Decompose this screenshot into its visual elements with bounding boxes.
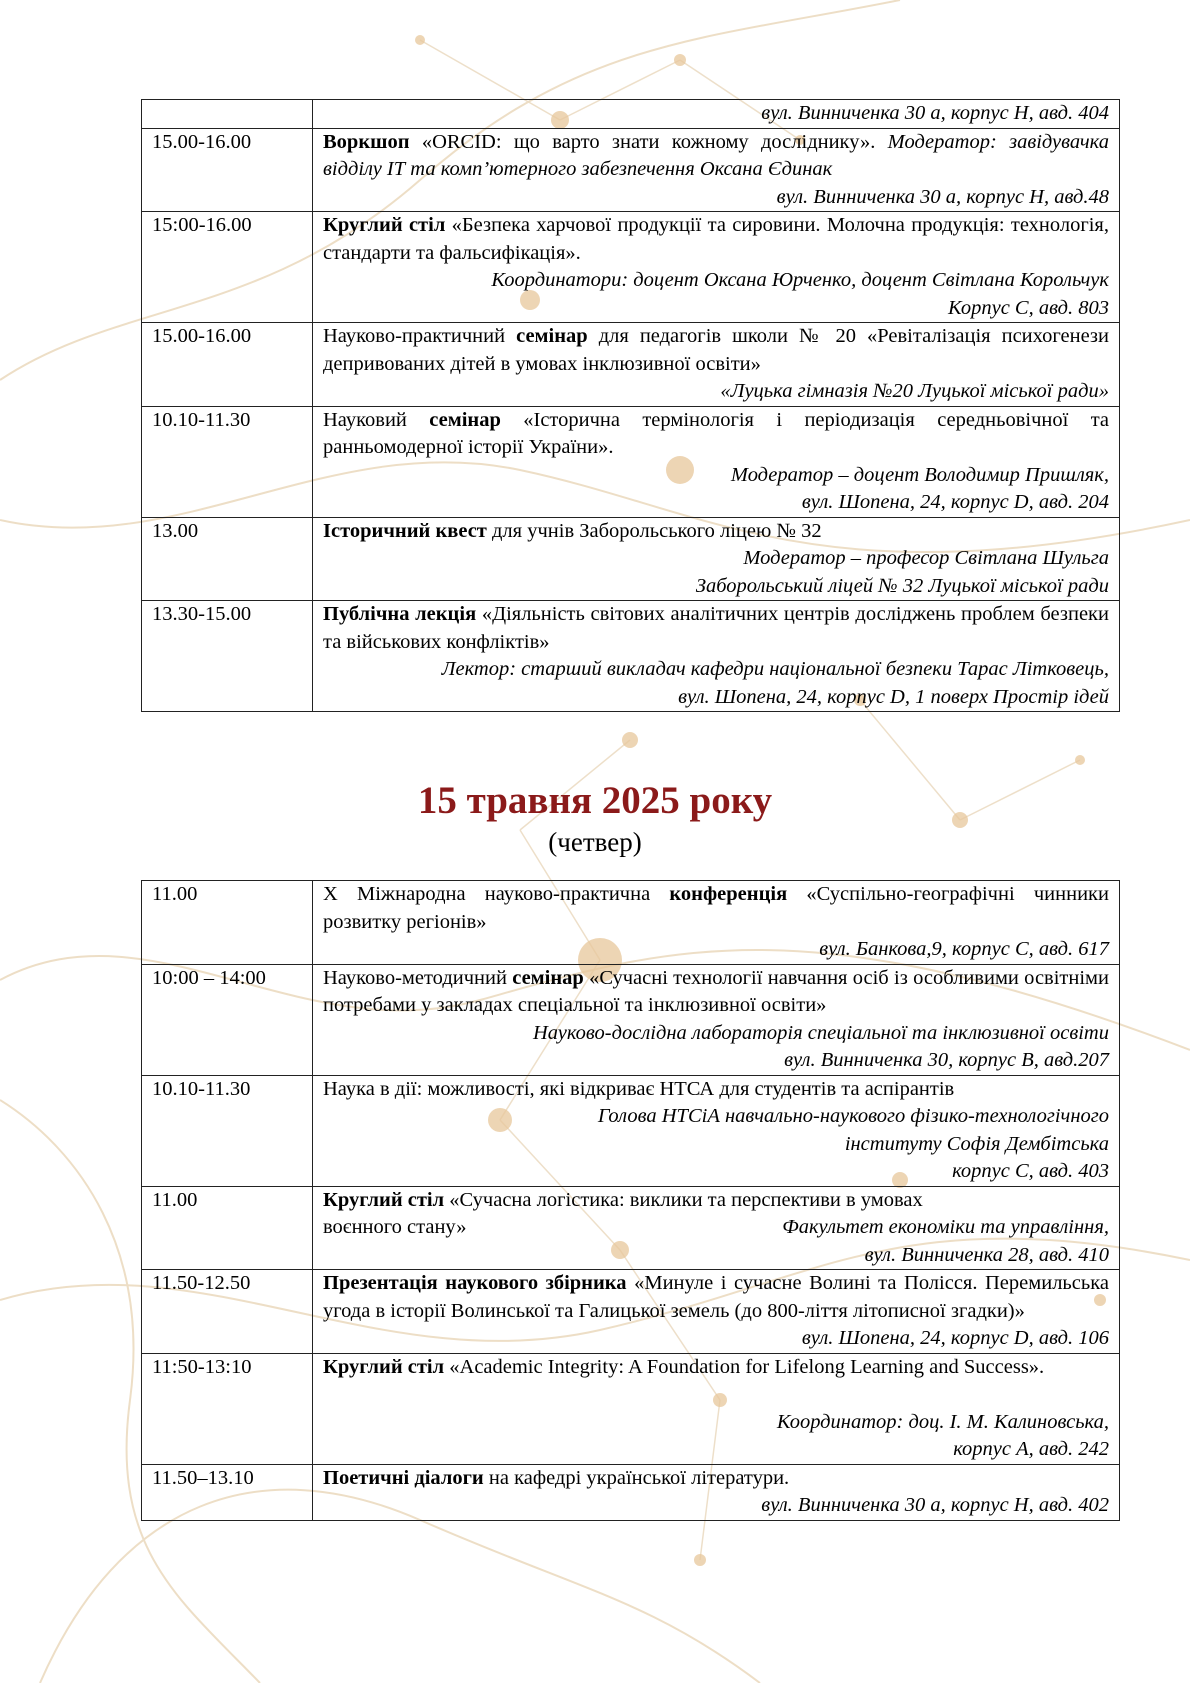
event-time: 10:00 – 14:00: [142, 964, 313, 1075]
event-detail-line: вул. Шопена, 24, корпус D, 1 поверх Простір ідей: [678, 685, 1109, 708]
event-text-part: «Academic Integrity: A Foundation for Lifelong Learning and Success».: [444, 1355, 1045, 1378]
event-description: [313, 100, 1120, 129]
event-text-part: «Безпека харчової продукції та сировини. Молочна продукція: технологія, стандарти та фальсифікація».: [323, 214, 1109, 264]
event-time: 10.10-11.30: [142, 406, 313, 517]
event-detail-line: Факультет економіки та управління,: [782, 1216, 1109, 1238]
table-row: [142, 881, 1120, 965]
event-type: Круглий стіл: [323, 1188, 445, 1211]
event-type: Презентація наукового збірника: [323, 1272, 627, 1294]
event-title-paragraph: [323, 323, 1109, 378]
event-time: 15:00-16.00: [142, 212, 313, 323]
event-title-paragraph: [323, 518, 1109, 546]
event-description: [313, 964, 1120, 1075]
event-text-part: «ORCID: що варто знати кожному досліднику».: [409, 130, 888, 153]
event-description: [313, 601, 1120, 712]
event-text-part: Науково-методичний: [323, 966, 513, 989]
event-type: Воркшоп: [323, 130, 410, 153]
table-row: [142, 1464, 1120, 1520]
event-detail-line: Науково-дослідна лабораторія спеціальної та інклюзивної освіти: [532, 1021, 1109, 1044]
event-description: [313, 128, 1120, 212]
table-row: [142, 212, 1120, 323]
event-detail-line: вул. Шопена, 24, корпус D, авд. 204: [801, 491, 1109, 513]
table-row: [142, 964, 1120, 1075]
event-title-paragraph: [323, 407, 1109, 462]
schedule-table-14-may: [141, 99, 1120, 712]
event-type: Поетичні діалоги: [323, 1466, 484, 1489]
event-text-part: «Сучасна логістика: виклики та перспективи в умовах: [444, 1188, 923, 1211]
event-type: семінар: [512, 966, 584, 989]
event-text-part: Наука в дії: можливості, які відкриває НТСА для студентів та аспірантів: [323, 1077, 955, 1100]
event-title-paragraph: [323, 881, 1109, 936]
event-detail-line: Координатор: доц. І. М. Калиновська,: [776, 1410, 1109, 1433]
table-row: [142, 517, 1120, 601]
event-description: [313, 1270, 1120, 1354]
event-detail-line: вул. Шопена, 24, корпус D, авд. 106: [801, 1327, 1109, 1349]
event-detail-line: Лектор: старший викладач кафедри національної безпеки Тарас Літковець,: [441, 658, 1109, 680]
day-weekday: (четвер): [548, 827, 642, 857]
event-detail-line: вул. Винниченка 28, авд. 410: [864, 1243, 1109, 1266]
event-description: [313, 323, 1120, 407]
event-time: 10.10-11.30: [142, 1075, 313, 1186]
event-description: [313, 406, 1120, 517]
event-detail-line: Корпус С, авд. 803: [948, 296, 1109, 319]
day-title: 15 травня 2025 року: [417, 779, 773, 822]
event-type: Круглий стіл: [323, 214, 446, 236]
event-detail-line: вул. Винниченка 30, корпус В, авд.207: [784, 1049, 1109, 1071]
event-time: 11:50-13:10: [142, 1353, 313, 1464]
event-description: [313, 1464, 1120, 1520]
schedule-table-15-may: [141, 880, 1120, 1521]
event-text-part: «Суспільно-географічні чинники розвитку регіонів»: [323, 883, 1109, 933]
event-time: 11.50-12.50: [142, 1270, 313, 1354]
event-description: [313, 517, 1120, 601]
event-title-paragraph: [323, 1076, 1109, 1104]
event-detail-line: Заборольський ліцей № 32 Луцької міської ради: [695, 574, 1109, 597]
event-title-paragraph: [323, 965, 1109, 1020]
event-time: [142, 100, 313, 129]
event-time: 11.00: [142, 1186, 313, 1270]
event-detail-line: вул. Винниченка 30 а, корпус Н, авд.48: [776, 185, 1109, 208]
event-description: [313, 881, 1120, 965]
event-text-part: «Діяльність світових аналітичних центрів досліджень проблем безпеки та військових конфліктів»: [323, 603, 1109, 653]
event-title-paragraph: [323, 1270, 1109, 1325]
event-title-paragraph: [323, 1354, 1109, 1382]
event-text-part: воєнного стану»: [323, 1216, 467, 1238]
event-detail-line: Модератор – професор Світлана Шульга: [743, 547, 1109, 569]
event-description: [313, 1075, 1120, 1186]
event-type: семінар: [429, 408, 501, 431]
event-detail-line: вул. Винниченка 30 а, корпус Н, авд. 402: [761, 1494, 1109, 1516]
event-time: 11.00: [142, 881, 313, 965]
event-type: семінар: [516, 325, 588, 347]
table-row: [142, 406, 1120, 517]
event-detail-line: корпус А, авд. 242: [953, 1438, 1109, 1460]
event-text-part: Х Міжнародна науково-практична: [323, 883, 670, 905]
event-description: [313, 1353, 1120, 1464]
event-detail-line: Модератор – доцент Володимир Пришляк,: [730, 463, 1109, 486]
table-row: [142, 100, 1120, 129]
event-type: Круглий стіл: [323, 1355, 445, 1378]
event-title-paragraph: [323, 212, 1109, 267]
table-row: [142, 1270, 1120, 1354]
table-row: [142, 323, 1120, 407]
event-text-part: для учнів Заборольського ліцею № 32: [486, 519, 822, 542]
event-text-part: «Минуле і сучасне Волині та Полісся. Перемильська угода в історії Волинської та Галицької земель (до 800-ліття літописної згадки)»: [323, 1272, 1109, 1322]
event-text-part: Науковий: [323, 408, 430, 431]
blank-line: [323, 1381, 1109, 1409]
event-detail-line: Координатори: доцент Оксана Юрченко, доцент Світлана Корольчук: [491, 269, 1109, 291]
event-type: Історичний квест: [323, 519, 487, 542]
event-description: [313, 212, 1120, 323]
event-title-paragraph: [323, 129, 1109, 184]
event-detail-line: вул. Банкова,9, корпус С, авд. 617: [819, 938, 1109, 960]
table-row: [142, 1353, 1120, 1464]
event-text-part: Науково-практичний: [323, 325, 517, 347]
event-title-paragraph: [323, 601, 1109, 656]
event-detail-line: Голова НТСіА навчально-наукового фізико-технологічного: [597, 1105, 1109, 1127]
event-time: 13.00: [142, 517, 313, 601]
event-text-part: «Сучасні технології навчання осіб із особливими освітніми потребами у закладах спеціальної та інклюзивної освіти»: [323, 966, 1109, 1016]
event-time: 15.00-16.00: [142, 128, 313, 212]
table-row: [142, 601, 1120, 712]
event-type: Публічна лекція: [323, 603, 477, 625]
event-text-part: «Історична термінологія і періодизація середньовічної та ранньомодерної історії України».: [323, 408, 1110, 458]
event-detail-line: корпус С, авд. 403: [952, 1160, 1109, 1182]
table-row: [142, 1186, 1120, 1270]
event-type: конференція: [669, 883, 788, 905]
event-description: [313, 1186, 1120, 1270]
event-title-paragraph: [323, 1187, 1109, 1215]
event-detail-line: вул. Винниченка 30 а, корпус Н, авд. 404: [761, 102, 1109, 124]
event-time: 11.50–13.10: [142, 1464, 313, 1520]
event-time: 15.00-16.00: [142, 323, 313, 407]
event-split-line: [323, 1214, 1109, 1242]
event-detail-line: «Луцька гімназія №20 Луцької міської ради»: [720, 380, 1109, 402]
table-row: [142, 1075, 1120, 1186]
event-title-paragraph: [323, 1465, 1109, 1493]
event-detail-line: інституту Софія Дембітська: [844, 1132, 1109, 1155]
event-text-part: на кафедрі української літератури.: [483, 1466, 790, 1489]
table-row: [142, 128, 1120, 212]
event-moderator: Модератор: завідувачка відділу ІТ та комп’ютерного забезпечення Оксана Єдинак: [323, 130, 1109, 180]
event-text-part: для педагогів школи № 20 «Ревіталізація психогенези депривованих дітей в умовах інклюзивної освіти»: [323, 325, 1109, 375]
event-time: 13.30-15.00: [142, 601, 313, 712]
